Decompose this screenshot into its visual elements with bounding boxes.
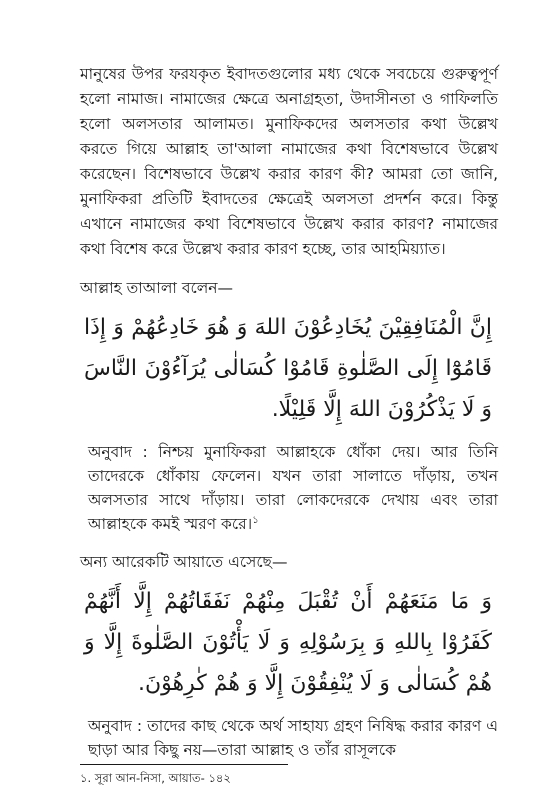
footnote-marker: ১ [252,514,259,526]
verse2-intro: অন্য আরেকটি আয়াতে এসেছে— [80,553,288,571]
intro-paragraph: মানুষের উপর ফরযকৃত ইবাদতগুলোর মধ্য থেকে সবচেয়ে গুরুত্বপূর্ণ হলো নামাজ। নামাজের ক্ষেত্রে অনাগ্রহতা, উদাসীনতা ও গাফিলতি হলো অলসতার আলামত। মুনাফিকদের অলসতার কথা উল্লেখ করতে গিয়ে আল্লাহ তা'আলা নামাজের কথা বিশেষভাবে উল্লেখ করেছেন। বিশেষভাবে উল্লেখ করার কারণ কী? আমরা তো জানি, মুনাফিকরা প্রতিটি ইবাদতের ক্ষেত্রেই অলসতা প্রদর্শন করে। কিন্তু এখানে নামাজের কথা বিশেষভাবে উল্লেখ করার কারণ? নামাজের কথা বিশেষ করে উল্লেখ করার কারণ হচ্ছে, তার আহমিয়্যাত। [80,65,498,258]
verse1-intro: আল্লাহ তাআলা বলেন— [80,279,234,297]
page-content [80,62,498,762]
footnote: ১. সূরা আন-নিসা, আয়াত- ১৪২ [80,771,231,785]
verse1-translation-text: অনুবাদ : নিশ্চয় মুনাফিকরা আল্লাহকে ধোঁকা দেয়। আর তিনি তাদেরকে ধোঁকায় ফেলেন। যখন তারা সালাতে দাঁড়ায়, তখন অলসতার সাথে দাঁড়ায়। তারা লোকদেরকে দেখায় এবং তারা আল্লাহকে কমই স্মরণ করে। [88,443,498,533]
verse1-arabic: إِنَّ الْمُنَافِقِيْنَ يُخَادِعُوْنَ اللهَ وَ هُوَ خَادِعُهُمْ وَ إِذَا قَامُوْٓا إِلَى الصَّلٰوةِ قَامُوْا كُسَالٰى يُرَآءُوْنَ النَّاسَ وَ لَا يَذْكُرُوْنَ اللهَ إِلَّا قَلِيْلًا. [84,315,492,422]
verse2-translation: অনুবাদ : তাদের কাছ থেকে অর্থ সাহায্য গ্রহণ নিষিদ্ধ করার কারণ এ ছাড়া আর কিছু নয়—তারা আল্লাহ ও তাঁর রাসূলকে [88,717,498,759]
verse2-arabic: وَ مَا مَنَعَهُمْ أَنْ تُقْبَلَ مِنْهُمْ نَفَقَاتُهُمْ إِلَّا أَنَّهُمْ كَفَرُوْا بِاللهِ وَ بِرَسُوْلِهِ وَ لَا يَأْتُوْنَ الصَّلٰوةَ إِلَّا وَ هُمْ كُسَالٰى وَ لَا يُنْفِقُوْنَ إِلَّا وَ هُمْ كٰرِهُوْنَ. [84,589,492,696]
footnote-divider [80,764,288,765]
verse1-translation [80,440,498,536]
